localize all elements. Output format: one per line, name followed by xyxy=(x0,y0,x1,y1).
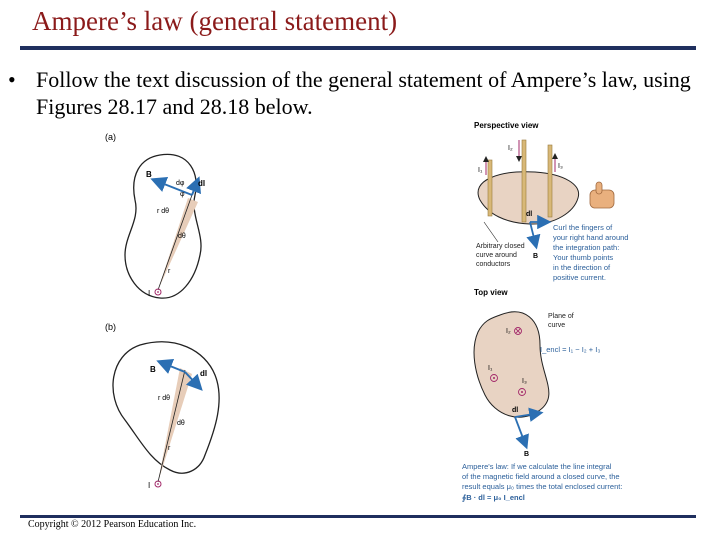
copyright: Copyright © 2012 Pearson Education Inc. xyxy=(28,519,197,530)
amperes-law-line-4: ∮B · dl = μ₀ I_encl xyxy=(462,493,525,502)
amperes-law-line-3: result equals μ₀ times the total enclosed current: xyxy=(462,482,623,491)
I2-label: I₂ xyxy=(508,145,513,152)
top-I3-label: I₃ xyxy=(522,378,527,385)
curl-note-line-5: in the direction of xyxy=(553,263,611,272)
panel-b-wedge xyxy=(158,368,192,482)
conductor-2 xyxy=(522,140,526,222)
bullet-icon: • xyxy=(8,67,16,92)
panel-b-dl-label: dl xyxy=(200,369,208,378)
panel-a-phi-label: φ xyxy=(180,191,185,198)
top-B-arrow xyxy=(515,417,526,446)
panel-a-B-arrow xyxy=(154,180,192,195)
panel-a-dl-label: dl xyxy=(198,179,206,188)
panel-a-current-dot-icon xyxy=(157,291,159,293)
ienc-equation: I_encl = I₁ − I₂ + I₃ xyxy=(540,345,601,354)
plane-note xyxy=(548,313,576,329)
panel-b-I-label: I xyxy=(148,481,151,490)
plane-note-line-2: curve xyxy=(548,322,566,329)
curl-note-line-4: Your thumb points xyxy=(553,253,614,262)
curl-note-line-3: the integration path: xyxy=(553,243,620,252)
figure-top-view xyxy=(461,288,625,502)
panel-b-r-label: r xyxy=(168,445,171,452)
curl-note xyxy=(553,223,631,282)
I1-label: I₁ xyxy=(478,167,483,174)
footer-rule xyxy=(20,515,696,518)
panel-b-label: (b) xyxy=(105,322,116,332)
slide-title: Ampere’s law (general statement) xyxy=(32,6,398,36)
panel-a-rdtheta-label: r dθ xyxy=(157,208,170,215)
perspective-B-label: B xyxy=(533,253,539,260)
top-B-label: B xyxy=(524,451,530,458)
plane-note-line-1: Plane of xyxy=(548,313,574,320)
top-view-title: Top view xyxy=(474,288,508,297)
panel-b-B-arrow xyxy=(160,362,185,372)
bullet-text: Follow the text discussion of the general statement of Ampere’s law, using Figures 28.17 and 28.18 below. xyxy=(36,67,691,119)
curl-note-line-2: your right hand around xyxy=(553,233,629,242)
panel-b-B-label: B xyxy=(150,365,156,374)
top-I2-label: I₂ xyxy=(506,328,511,335)
amperes-law-box xyxy=(461,462,625,502)
perspective-dl-label: dl xyxy=(526,211,533,218)
panel-a-dphi-label: dφ xyxy=(176,180,185,187)
top-view-curve xyxy=(474,312,549,417)
top-dl-label: dl xyxy=(512,407,519,414)
panel-a-I-label: I xyxy=(148,289,151,298)
figure-b xyxy=(105,322,219,490)
curve-note-line-1: Arbitrary closed xyxy=(476,243,525,250)
panel-a-B-label: B xyxy=(146,170,152,179)
curve-note-line-3: conductors xyxy=(476,261,511,268)
perspective-title: Perspective view xyxy=(474,121,539,130)
curl-note-line-6: positive current. xyxy=(553,273,606,282)
panel-a-dtheta-label: dθ xyxy=(178,233,186,240)
panel-a-r-label: r xyxy=(168,268,171,275)
I3-label: I₃ xyxy=(558,163,563,170)
top-I1-label: I₁ xyxy=(488,365,493,372)
panel-b-dtheta-label: dθ xyxy=(177,420,185,427)
conductor-3 xyxy=(548,145,552,217)
perspective-B-arrow xyxy=(530,222,536,246)
curve-note xyxy=(476,243,527,268)
amperes-law-line-1: Ampere's law: If we calculate the line integral xyxy=(462,462,612,471)
perspective-leader xyxy=(484,222,498,242)
conductor-1 xyxy=(488,160,492,216)
figure-a xyxy=(105,132,205,298)
curl-note-line-1: Curl the fingers of xyxy=(553,223,613,232)
panel-b-rdtheta-label: r dθ xyxy=(158,395,171,402)
right-hand-icon xyxy=(590,182,614,208)
panel-a-label: (a) xyxy=(105,132,116,142)
curve-note-line-2: curve around xyxy=(476,252,517,259)
amperes-law-line-2: of the magnetic field around a closed curve, the xyxy=(462,472,620,481)
panel-b-current-dot-icon xyxy=(157,483,159,485)
figure-perspective xyxy=(474,121,631,282)
